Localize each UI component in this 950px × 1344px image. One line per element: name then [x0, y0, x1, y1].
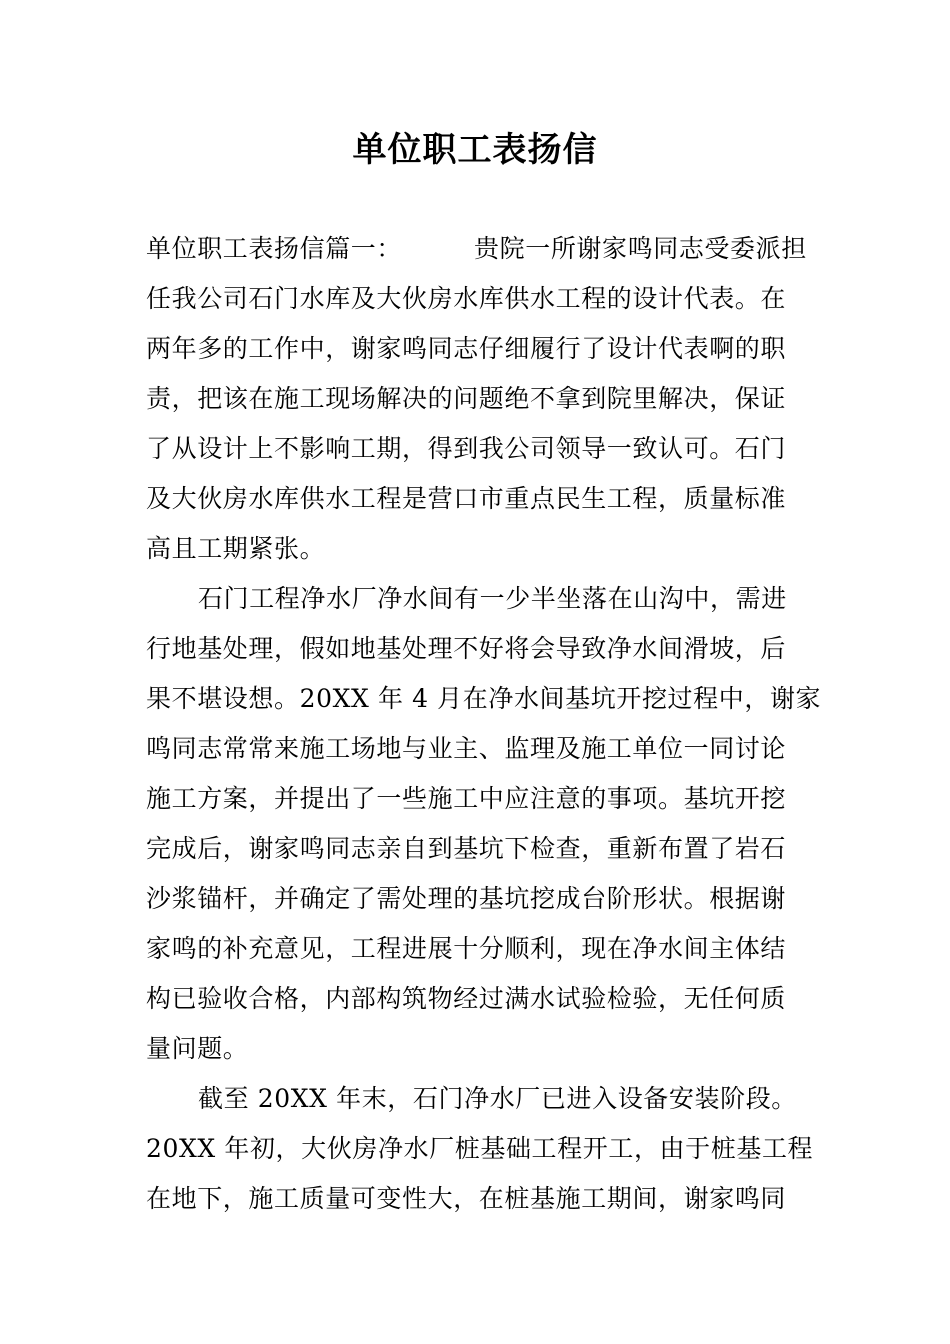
section-label: 单位职工表扬信篇一： [146, 234, 403, 263]
body-line-11: 鸣同志常常来施工场地与业主、监理及施工单位一同讨论 [146, 734, 787, 763]
body-line-12: 施工方案，并提出了一些施工中应注意的事项。基坑开挖 [146, 784, 787, 813]
document-title: 单位职工表扬信 [352, 130, 598, 170]
body-line-15: 家鸣的补充意见，工程进展十分顺利，现在净水间主体结 [146, 934, 787, 963]
body-line-1 [146, 224, 826, 274]
document-body [146, 224, 826, 1224]
body-line-8: 石门工程净水厂净水间有一少半坐落在山沟中，需进 [198, 584, 787, 613]
body-line-10: 果不堪设想。20XX 年 4 月在净水间基坑开挖过程中，谢家 [146, 684, 822, 713]
body-line-18: 截至 20XX 年末，石门净水厂已进入设备安装阶段。 [198, 1084, 797, 1113]
body-line-4: 责，把该在施工现场解决的问题绝不拿到院里解决，保证 [146, 384, 787, 413]
body-line-2: 任我公司石门水库及大伙房水库供水工程的设计代表。在 [146, 284, 787, 313]
body-line-9: 行地基处理，假如地基处理不好将会导致净水间滑坡，后 [146, 634, 787, 663]
body-line-16: 构已验收合格，内部构筑物经过满水试验检验，无任何质 [146, 984, 787, 1013]
body-line-6: 及大伙房水库供水工程是营口市重点民生工程，质量标准 [146, 484, 787, 513]
body-line-7: 高且工期紧张。 [146, 534, 326, 563]
body-line-17: 量问题。 [146, 1034, 249, 1063]
body-line-5: 了从设计上不影响工期，得到我公司领导一致认可。石门 [146, 434, 787, 463]
body-line-3: 两年多的工作中，谢家鸣同志仔细履行了设计代表啊的职 [146, 334, 787, 363]
body-line-13: 完成后，谢家鸣同志亲自到基坑下检查，重新布置了岩石 [146, 834, 787, 863]
body-line-20: 在地下，施工质量可变性大，在桩基施工期间，谢家鸣同 [146, 1184, 787, 1213]
body-line-19: 20XX 年初，大伙房净水厂桩基础工程开工，由于桩基工程 [146, 1134, 814, 1163]
body-line-14: 沙浆锚杆，并确定了需处理的基坑挖成台阶形状。根据谢 [146, 884, 787, 913]
body-line-1-text: 贵院一所谢家鸣同志受委派担 [474, 234, 807, 263]
